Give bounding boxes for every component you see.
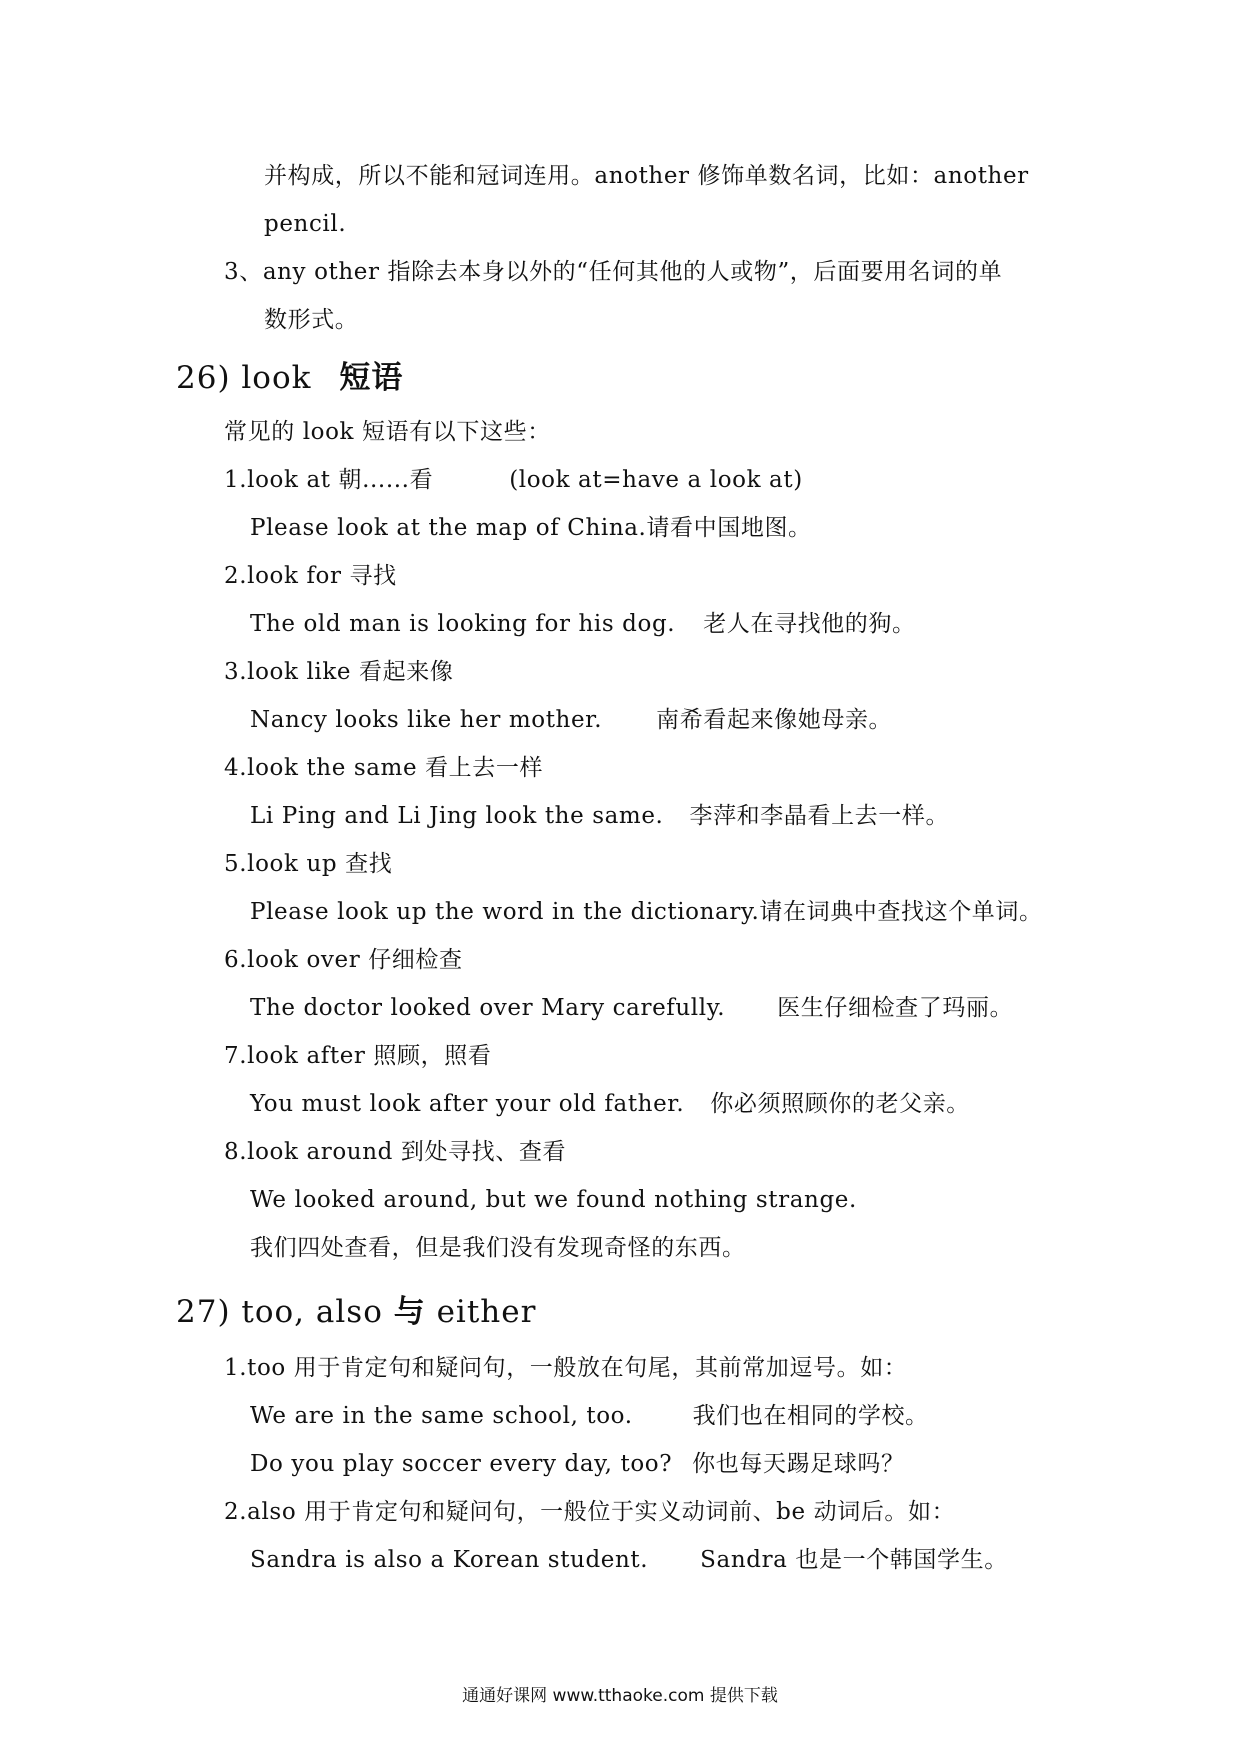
list-item: 6.look over 仔细检查 [224, 947, 463, 973]
section-number: 27) too, also [176, 1294, 383, 1330]
example-line [250, 704, 892, 736]
example-line [250, 992, 1013, 1024]
example-zh: Sandra 也是一个韩国学生。 [700, 1547, 1008, 1573]
page-footer: 通通好课网 www.tthaoke.com 提供下载 [462, 1686, 778, 1706]
example-zh: 我们也在相同的学校。 [692, 1403, 929, 1429]
paragraph-line: 并构成，所以不能和冠词连用。another 修饰单数名词，比如：another [264, 163, 1029, 189]
list-item: 3、any other 指除去本身以外的“任何其他的人或物”，后面要用名词的单 [224, 259, 1003, 285]
example-zh: 医生仔细检查了玛丽。 [777, 995, 1014, 1021]
list-item: 1.too 用于肯定句和疑问句，一般放在句尾，其前常加逗号。如： [224, 1355, 908, 1381]
list-item: 3.look like 看起来像 [224, 659, 454, 685]
section-intro: 常见的 look 短语有以下这些： [224, 419, 551, 445]
list-item: 5.look up 查找 [224, 851, 393, 877]
example-line: Please look up the word in the dictionary.请在词典中查找这个单词。 [250, 899, 1043, 925]
section-title-tail: either [436, 1294, 537, 1330]
list-item: 2.also 用于肯定句和疑问句，一般位于实义动词前、be 动词后。如： [224, 1499, 956, 1525]
phrase-note: (look at=have a look at) [509, 467, 803, 493]
example-line: Please look at the map of China.请看中国地图。 [250, 515, 812, 541]
example-en: Sandra is also a Korean student. [250, 1547, 649, 1573]
list-item: 7.look after 照顾，照看 [224, 1043, 492, 1069]
example-en: We are in the same school, too. [250, 1403, 633, 1429]
example-line: We looked around, but we found nothing strange. [250, 1187, 857, 1213]
phrase-head: 1.look at 朝......看 [224, 467, 434, 493]
section-heading-26 [176, 358, 403, 398]
example-en: Do you play soccer every day, too? [250, 1451, 673, 1477]
paragraph-line: 数形式。 [264, 307, 359, 333]
example-zh: 南希看起来像她母亲。 [656, 707, 893, 733]
example-line [250, 608, 916, 640]
example-line [250, 1544, 1008, 1576]
example-zh: 你也每天踢足球吗？ [692, 1451, 905, 1477]
section-number: 26) look [176, 360, 312, 396]
list-item: 4.look the same 看上去一样 [224, 755, 544, 781]
example-en: The old man is looking for his dog. [250, 611, 676, 637]
example-line [250, 800, 949, 832]
section-heading-27 [176, 1292, 536, 1332]
example-line [250, 1400, 929, 1432]
example-zh: 李萍和李晶看上去一样。 [689, 803, 950, 829]
example-en: Li Ping and Li Jing look the same. [250, 803, 664, 829]
section-title: 与 [393, 1294, 426, 1330]
paragraph-line: pencil. [264, 211, 347, 237]
list-item: 8.look around 到处寻找、查看 [224, 1139, 567, 1165]
list-item: 2.look for 寻找 [224, 563, 397, 589]
example-zh: 你必须照顾你的老父亲。 [710, 1091, 970, 1117]
example-en: Nancy looks like her mother. [250, 707, 603, 733]
example-en: The doctor looked over Mary carefully. [250, 995, 726, 1021]
example-zh: 老人在寻找他的狗。 [703, 611, 916, 637]
example-line [250, 1448, 905, 1480]
list-item [224, 464, 803, 496]
example-en: You must look after your old father. [250, 1091, 685, 1117]
section-title: 短语 [339, 360, 404, 396]
example-line: 我们四处查看，但是我们没有发现奇怪的东西。 [250, 1235, 746, 1261]
example-line [250, 1088, 970, 1120]
